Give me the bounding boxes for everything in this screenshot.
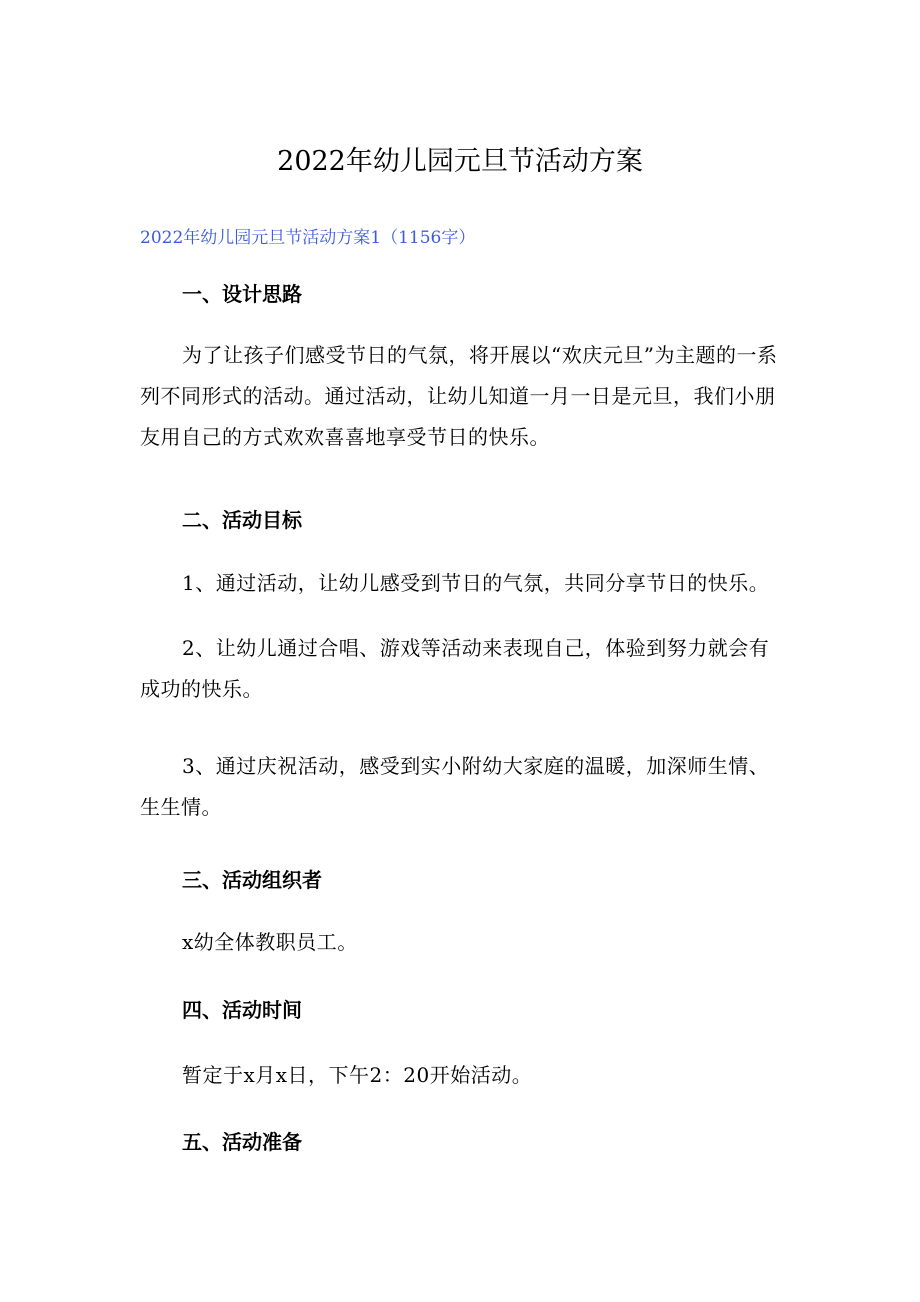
section-heading-organizer: 三、活动组织者 — [182, 868, 322, 892]
paragraph-time: 暂定于x月x日，下午2：20开始活动。 — [182, 1063, 533, 1087]
paragraph-design: 为了让孩子们感受节日的气氛，将开展以“欢庆元旦”为主题的一系列不同形式的活动。通过活动，让幼儿知道一月一日是元旦，我们小朋友用自己的方式欢欢喜喜地享受节日的快乐。 — [140, 343, 778, 449]
paragraph-organizer: x幼全体教职员工。 — [182, 930, 358, 954]
paragraph-goal-3: 3、通过庆祝活动，感受到实小附幼大家庭的温暖，加深师生情、生生情。 — [140, 754, 770, 819]
paragraph-goal-1: 1、通过活动，让幼儿感受到节日的气氛，共同分享节日的快乐。 — [182, 571, 770, 595]
section-heading-goals: 二、活动目标 — [182, 508, 302, 532]
section-heading-time: 四、活动时间 — [182, 998, 302, 1022]
section-heading-design: 一、设计思路 — [182, 282, 302, 306]
section-heading-preparation: 五、活动准备 — [182, 1130, 302, 1154]
paragraph-goal-2: 2、让幼儿通过合唱、游戏等活动来表现自己，体验到努力就会有成功的快乐。 — [140, 636, 770, 701]
toc-link[interactable]: 2022年幼儿园元旦节活动方案1（1156字） — [140, 228, 476, 248]
document-title: 2022年幼儿园元旦节活动方案 — [277, 146, 643, 177]
